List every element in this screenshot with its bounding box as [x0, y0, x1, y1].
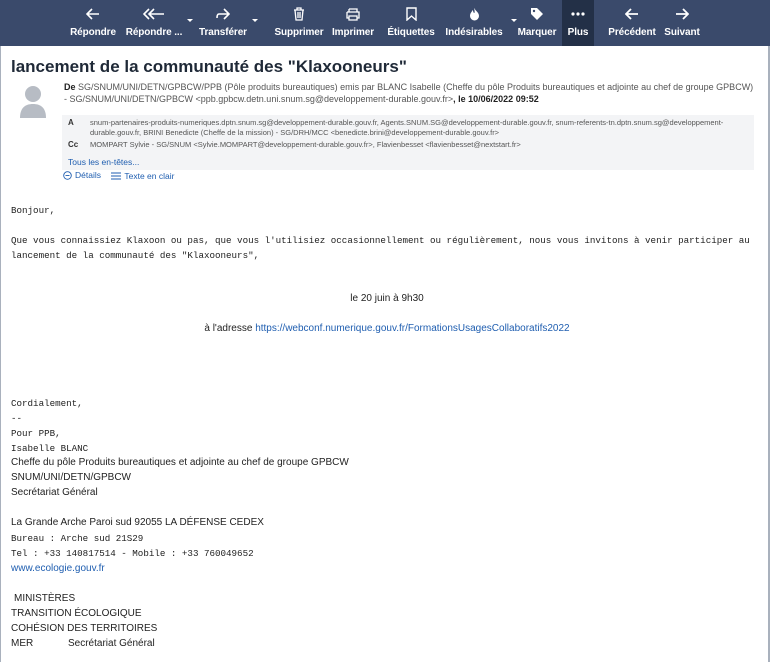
signature-separator: --	[11, 413, 23, 424]
circle-minus-icon	[63, 171, 72, 180]
webconf-link[interactable]: https://webconf.numerique.gouv.fr/FormationsUsagesCollaboratifs2022	[255, 323, 570, 334]
ministries-line-1: MINISTÈRES	[14, 593, 76, 604]
forward-dropdown-icon[interactable]	[252, 19, 258, 22]
signature-pour: Pour PPB,	[11, 428, 61, 439]
details-label: Détails	[75, 170, 101, 180]
message-date: , le 10/06/2022 09:52	[453, 94, 539, 104]
previous-button[interactable]	[605, 0, 659, 46]
reply-button[interactable]	[66, 0, 120, 46]
window-border-left	[0, 46, 1, 662]
ministries-line-4a: MER	[11, 638, 34, 649]
plain-text-link[interactable]	[111, 171, 174, 181]
print-label: Imprimer	[332, 27, 374, 38]
reply-all-icon	[143, 8, 165, 20]
print-button[interactable]	[328, 0, 378, 46]
all-headers-link[interactable]: Tous les en-têtes...	[68, 157, 140, 167]
arrow-left-icon	[625, 8, 639, 20]
ministries-line-4b: Secrétariat Général	[68, 638, 155, 649]
tag-icon	[530, 7, 544, 21]
next-button[interactable]	[660, 0, 704, 46]
cc-label: Cc	[68, 140, 79, 149]
ministries-line-3: COHÉSION DES TERRITOIRES	[11, 623, 158, 634]
forward-icon	[216, 8, 230, 20]
more-dots-icon	[571, 12, 585, 16]
address-line-2: Bureau : Arche sud 21S29	[11, 533, 144, 544]
message-view-links	[63, 170, 182, 182]
message-toolbar	[0, 0, 770, 46]
reply-all-dropdown-icon[interactable]	[187, 19, 193, 22]
invitation-paragraph: Que vous connaissiez Klaxoon ou pas, que vous l'utilisiez occasionnellement ou régulièrement, nous vous invitons à venir participer au lancement de la communauté des "Klaxooneurs",	[11, 235, 750, 261]
text-lines-icon	[111, 172, 121, 180]
spam-label: Indésirables	[445, 27, 503, 38]
reply-all-button[interactable]	[121, 0, 187, 46]
bookmark-icon	[406, 7, 417, 21]
plain-text-label: Texte en clair	[124, 170, 175, 181]
printer-icon	[346, 8, 360, 21]
previous-label: Précédent	[608, 27, 656, 38]
sender-address[interactable]: SG/SNUM/UNI/DETN/GPBCW/PPB (Pôle produits bureautiques) emis par BLANC Isabelle (Cheffe du pôle Produits bureautiques et adjointe au chef de groupe GPBCW) - SG/SNUM/UNI/DETN/GPBCW <ppb.gpbcw.detn.uni.snum.sg@developpement-durable.gouv.fr>	[64, 82, 754, 104]
cc-recipients[interactable]: MOMPART Sylvie - SG/SNUM <Sylvie.MOMPART@developpement-durable.gouv.fr>, Flavienbesset <flavienbesset@nextstart.fr>	[90, 140, 521, 149]
forward-label: Transférer	[199, 27, 247, 38]
message-subject: lancement de la communauté des "Klaxooneurs"	[11, 57, 407, 76]
arrow-right-icon	[675, 8, 689, 20]
spam-button[interactable]	[443, 0, 505, 46]
more-button[interactable]	[562, 0, 594, 46]
to-recipients[interactable]: snum-partenaires-produits-numeriques.dptn.snum.sg@developpement-durable.gouv.fr, Agents.SNUM.SG@developpement-durable.gouv.fr, snum-referents-tn.dptn.snum.sg@developpement-durable.gouv.fr, BRINI Benedicte (Cheffe de la mission) - SG/DRH/MCC <benedicte.brini@developpement-durable.gouv.fr>	[90, 118, 724, 137]
event-date: le 20 juin à 9h30	[350, 293, 424, 304]
reply-label: Répondre	[70, 27, 116, 38]
fire-icon	[468, 7, 481, 21]
next-label: Suivant	[664, 27, 700, 38]
mark-label: Marquer	[517, 27, 557, 38]
signature-name: Isabelle BLANC	[11, 443, 89, 454]
mark-button[interactable]	[515, 0, 559, 46]
signature-unit: SNUM/UNI/DETN/GPBCW	[11, 472, 131, 483]
recipients-panel	[62, 115, 754, 170]
forward-button[interactable]	[194, 0, 252, 46]
delete-label: Supprimer	[274, 27, 324, 38]
event-address	[11, 323, 763, 334]
from-label: De	[64, 82, 76, 92]
avatar-icon	[19, 84, 47, 118]
reply-icon	[86, 8, 100, 20]
tags-button[interactable]	[382, 0, 440, 46]
tags-label: Étiquettes	[387, 27, 435, 38]
website-link[interactable]: www.ecologie.gouv.fr	[11, 563, 105, 574]
details-link[interactable]	[63, 170, 101, 180]
delete-button[interactable]	[272, 0, 326, 46]
reply-all-label: Répondre ...	[125, 27, 183, 38]
sender-line	[64, 81, 754, 105]
trash-icon	[293, 7, 305, 21]
signature-role: Cheffe du pôle Produits bureautiques et adjointe au chef de groupe GPBCW	[11, 457, 349, 468]
more-label: Plus	[567, 27, 589, 38]
signature-secretariat: Secrétariat Général	[11, 487, 98, 498]
closing: Cordialement,	[11, 398, 83, 409]
greeting: Bonjour,	[11, 205, 56, 216]
ministries-line-2: TRANSITION ÉCOLOGIQUE	[11, 608, 142, 619]
address-prefix: à l'adresse	[204, 323, 256, 334]
phone-line: Tel : +33 140817514 - Mobile : +33 760049652	[11, 548, 254, 559]
to-label: A	[68, 118, 74, 127]
address-line-1: La Grande Arche Paroi sud 92055 LA DÉFENSE CEDEX	[11, 517, 264, 528]
